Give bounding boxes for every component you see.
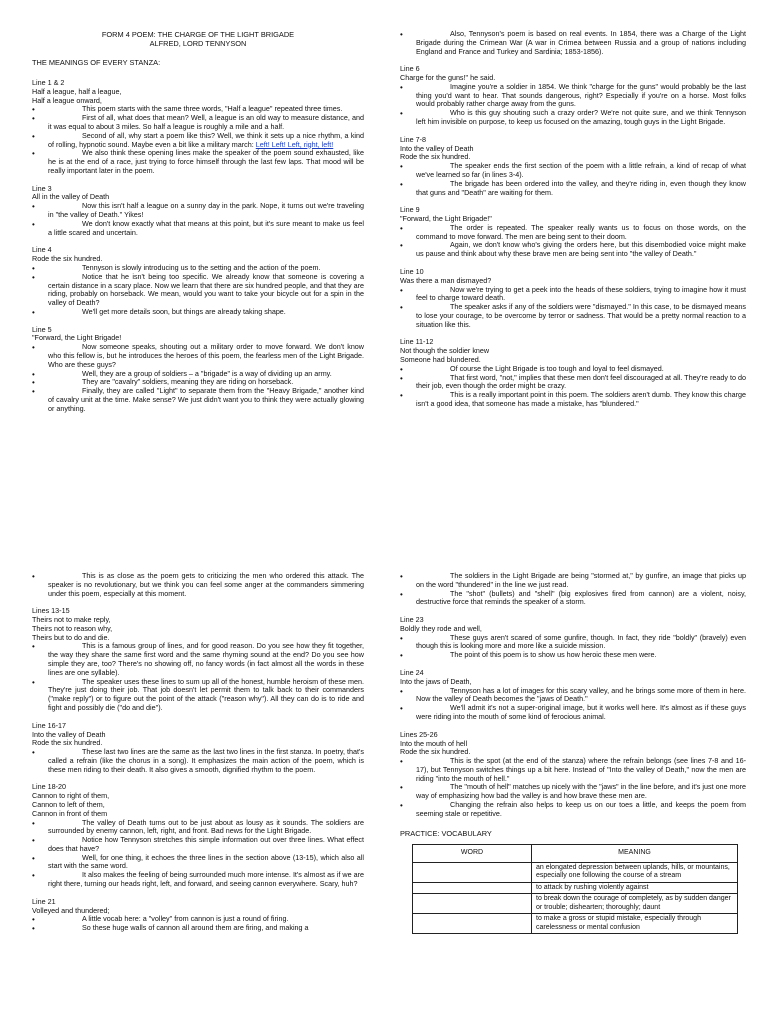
- bullet-list: [400, 634, 746, 660]
- poem-line: Rode the six hundred.: [400, 747, 471, 757]
- line-heading: Line 7-8: [400, 134, 426, 144]
- bullet-text: Who is this guy shouting such a crazy order? We're not quite sure, and we think Tennyson left him invisible on purpose, to keep us focused on the amazing, tough guys in the Light Brigade.: [416, 108, 746, 127]
- poem-line: Into the valley of Death: [400, 143, 474, 153]
- document-title: FORM 4 POEM: THE CHARGE OF THE LIGHT BRIGADE: [101, 30, 295, 39]
- line-heading: Line 5: [32, 324, 52, 334]
- section-heading: THE MEANINGS OF EVERY STANZA:: [32, 58, 161, 68]
- bullet-item: [32, 308, 364, 317]
- bullet-item: [32, 748, 364, 774]
- table-row: [413, 862, 738, 882]
- bullet-text: The speaker uses these lines to sum up all of the honest, humble heroism of these men. They're just doing their job. That job doesn't let permit them to talk back to their commanders ("make reply") or to figure out the point of the attack ("reason why"). All they can do is to ride and fight and possibly die ("do and die").: [48, 676, 364, 712]
- table-header-row: [413, 844, 738, 862]
- poem-line: Into the valley of Death: [32, 729, 106, 739]
- stanza-section: [32, 898, 364, 933]
- document-author: ALFRED, LORD TENNYSON: [149, 39, 247, 49]
- bullet-list: [32, 264, 364, 317]
- word-cell: [413, 882, 532, 894]
- column-header-meaning: MEANING: [532, 844, 738, 862]
- poem-line: Not though the soldier knew: [400, 346, 490, 356]
- stanza-section: [32, 79, 364, 176]
- bullet-item: [32, 678, 364, 713]
- bullet-list: [400, 687, 746, 722]
- poem-line: Theirs but to do and die.: [32, 632, 110, 642]
- page-quadrant-4: [384, 512, 768, 1024]
- bullet-list: [32, 748, 364, 774]
- page-quadrant-2: [384, 0, 768, 512]
- poem-line: Boldly they rode and well,: [400, 623, 482, 633]
- stanza-list: [32, 79, 364, 413]
- poem-line: Theirs not to make reply,: [32, 615, 111, 625]
- bullet-item: [400, 687, 746, 705]
- bullet-text: The order is repeated. The speaker really wants us to focus on those words, on the command to move forward. The men are being sent to their doom.: [416, 222, 746, 241]
- bullet-list: [32, 819, 364, 889]
- bullet-item: [400, 30, 746, 56]
- bullet-item: [32, 114, 364, 132]
- stanza-section: [400, 669, 746, 722]
- stanza-section: [400, 572, 746, 607]
- bullet-item: [400, 757, 746, 783]
- poem-line: Rode the six hundred.: [32, 254, 103, 264]
- bullet-text: They are "cavalry" soldiers, meaning they are riding on horseback.: [82, 377, 294, 387]
- bullet-text: Again, we don't know who's giving the orders here, but this disembodied voice might make us pause and think about why these brave men are being sent into "the valley of Death.": [416, 240, 746, 259]
- poem-line: Rode the six hundred.: [400, 152, 471, 162]
- bullet-item: [32, 202, 364, 220]
- bullet-list: [400, 365, 746, 409]
- bullet-item: [400, 634, 746, 652]
- bullet-item: [400, 374, 746, 392]
- bullet-item: [32, 924, 364, 933]
- bullet-text: So these huge walls of cannon all around them are firing, and making a: [82, 923, 309, 933]
- stanza-list: [400, 30, 746, 409]
- bullet-item: [400, 162, 746, 180]
- bullet-list: [32, 105, 364, 175]
- bullet-text: Now this isn't half a league on a sunny day in the park. Nope, it turns out we're traveling in "the valley of Death." Yikes!: [48, 201, 364, 220]
- stanza-section: [32, 607, 364, 712]
- line-heading: Line 23: [400, 615, 424, 625]
- bullet-list: [32, 915, 364, 933]
- bullet-list: [400, 162, 746, 197]
- bullet-text: We don't know exactly what that means at this point, but it's sure meant to make us feel a little scared and uncertain.: [48, 218, 364, 237]
- stanza-section: [32, 572, 364, 598]
- bullet-list: [400, 83, 746, 127]
- bullet-item: [400, 801, 746, 819]
- bullet-text: Tennyson has a lot of images for this scary valley, and he brings some more of them in here. Now the valley of Death becomes the "jaws of Death.": [416, 685, 746, 704]
- stanza-section: [32, 246, 364, 316]
- line-heading: Line 21: [32, 896, 56, 906]
- line-heading: Line 24: [400, 668, 424, 678]
- line-heading: Line 18-20: [32, 782, 66, 792]
- table-row: [413, 894, 738, 914]
- bullet-list: [400, 286, 746, 330]
- meaning-cell: to make a gross or stupid mistake, especially through carelessness or mental confusion: [532, 914, 738, 934]
- bullet-text: Now someone speaks, shouting out a military order to move forward. We don't know who this fellow is, but he introduces the heroes of this poem, the fearless men of the Light Brigade. Who are these guys?: [48, 342, 364, 369]
- meaning-cell: to break down the courage of completely, as by sudden danger or trouble; dishearten; thoroughly; daunt: [532, 894, 738, 914]
- line-heading: Line 6: [400, 64, 420, 74]
- bullet-text: It also makes the feeling of being surrounded much more intense. It's almost as if we are right there, turning our heads right, left, and forward, and seeing cannon everywhere. Scary, huh?: [48, 870, 364, 888]
- bullet-text: The point of this poem is to show us how heroic these men were.: [450, 650, 657, 660]
- bullet-text: A little vocab here: a "volley" from cannon is just a round of firing.: [82, 914, 289, 924]
- page-quadrant-1: [0, 0, 384, 512]
- bullet-item: [32, 387, 364, 413]
- table-row: [413, 914, 738, 934]
- poem-line: Rode the six hundred.: [32, 738, 103, 748]
- bullet-text: That first word, "not," implies that these men don't feel discouraged at all. They're ready to do their job, even though the order might be crazy.: [416, 372, 746, 391]
- poem-line: Cannon to left of them,: [32, 799, 105, 809]
- bullet-text: Second of all, why start a poem like this? Well, we think it sets up a nice rhythm, a kind of rolling, hypnotic sound. Maybe even a bit like a military march:: [48, 130, 364, 149]
- stanza-section: [32, 185, 364, 238]
- line-heading: Line 9: [400, 205, 420, 215]
- poem-line: "Forward, the Light Brigade!: [32, 333, 122, 343]
- bullet-item: [400, 783, 746, 801]
- bullet-item: [400, 109, 746, 127]
- line-heading: Line 3: [32, 183, 52, 193]
- word-cell: [413, 862, 532, 882]
- line-heading: Line 4: [32, 245, 52, 255]
- stanza-section: [400, 338, 746, 408]
- poem-line: Half a league onward,: [32, 95, 102, 105]
- bullet-list: [400, 757, 746, 818]
- meaning-cell: an elongated depression between uplands, hills, or mountains, especially one following the course of a stream: [532, 862, 738, 882]
- bullet-text: The "shot" (bullets) and "shell" (big explosives fired from cannon) are a violent, noisy, destructive force that reminds the speaker of a storm.: [416, 588, 746, 607]
- stanza-section: [32, 326, 364, 414]
- bullet-list: [32, 343, 364, 413]
- bullet-text: Notice how Tennyson stretches this simple information out over three lines. What effect does that have?: [48, 835, 364, 853]
- bullet-item: [400, 303, 746, 329]
- word-cell: [413, 914, 532, 934]
- poem-line: Was there a man dismayed?: [400, 275, 492, 285]
- stanza-section: [32, 722, 364, 775]
- bullet-text: Now we're trying to get a peek into the heads of these soldiers, trying to imagine how it must feel to charge toward death.: [416, 284, 746, 303]
- bullet-text: The brigade has been ordered into the valley, and they're riding in, even though they know that guns and "Death" are waiting for them.: [416, 178, 746, 197]
- bullet-text: Imagine you're a soldier in 1854. We think "charge for the guns" would probably be the last thing you'd want to hear. That sounds dangerous, right? Especially if you're on a horse. Most folks would probably rather charge away from the guns.: [416, 81, 746, 109]
- bullet-text: We also think these opening lines make the speaker of the poem sound exhausted, like he is at the end of a race, just trying to force himself through the last few laps. That mood will be really important later in the poem.: [48, 148, 364, 175]
- poem-line: Half a league, half a league,: [32, 86, 122, 96]
- meaning-cell: to attack by rushing violently against: [532, 882, 738, 894]
- bullet-item: [400, 391, 746, 409]
- column-header-word: WORD: [413, 844, 532, 862]
- poem-line: Cannon to right of them,: [32, 791, 110, 801]
- bullet-item: [32, 343, 364, 369]
- bullet-list: [32, 572, 364, 598]
- bullet-text: This is as close as the poem gets to criticizing the men who ordered this attack. The speaker is no revolutionary, but we think you can feel some anger at the commanders simmering under this poem, especially at this moment.: [48, 571, 364, 598]
- line-heading: Line 11-12: [400, 337, 434, 347]
- bullet-text: Also, Tennyson's poem is based on real events. In 1854, there was a Charge of the Light Brigade during the Crimean War (A war in Crimea between Russia and a group of nations including England and France and Turkey and Sardinia; 1853-1856).: [416, 29, 746, 56]
- bullet-item: [400, 704, 746, 722]
- poem-line: Someone had blundered.: [400, 355, 481, 364]
- vocabulary-table: [412, 844, 738, 935]
- bullet-item: [32, 273, 364, 308]
- bullet-item: [32, 132, 364, 150]
- bullet-item: [32, 819, 364, 837]
- bullet-item: [400, 286, 746, 304]
- bullet-text: Notice that he isn't being too specific. We already know that someone is covering a certain distance in a scary place. Now we learn that there are six hundred people, and that they are riding, probably on horseback. We mean, would you want to take your bicycle out for a spin in the valley of Death?: [48, 271, 364, 308]
- page-quadrant-3: [0, 512, 384, 1024]
- bullet-text: We'll admit it's not a super-original image, but it works well here. It's almost as if these guys were riding into the mouth of some kind of ferocious animal.: [416, 703, 746, 721]
- bullet-text: First of all, what does that mean? Well, a league is an old way to measure distance, and it was equal to about 3 miles. So half a league is roughly a mile and a half.: [48, 113, 364, 131]
- bullet-text: This poem starts with the same three words, "Half a league" repeated three times.: [82, 104, 343, 114]
- practice-heading: PRACTICE: VOCABULARY: [400, 828, 492, 838]
- bullet-text: Finally, they are called "Light" to separate them from the "Heavy Brigade," another kind of cavalry unit at the time. Make sense? We just didn't want you to think they were actually glowing or anything.: [48, 386, 364, 413]
- bullet-item: [32, 871, 364, 889]
- bullet-item: [400, 224, 746, 242]
- march-link[interactable]: Left! Left! Left, right, left!: [255, 139, 334, 149]
- poem-line: Into the jaws of Death,: [400, 676, 472, 686]
- bullet-item: [400, 241, 746, 259]
- bullet-text: This is the spot (at the end of the stanza) where the refrain belongs (see lines 7-8 and 16-17), but Tennyson switches things up a bit here. Instead of "Into the valley of Death," now the men are riding "into the mouth of hell.": [416, 756, 746, 783]
- table-row: [413, 882, 738, 894]
- line-heading: Line 16-17: [32, 720, 66, 730]
- stanza-section: [400, 616, 746, 660]
- bullet-text: Well, they are a group of soldiers – a "brigade" is a way of dividing up an army.: [82, 368, 332, 378]
- bullet-text: The speaker ends the first section of the poem with a little refrain, a kind of recap of what we've learned so far (in lines 3-4).: [416, 161, 746, 179]
- bullet-text: This is a really important point in this poem. The soldiers aren't dumb. They know this charge isn't a good idea, that someone has made a mistake, has "blundered.": [416, 390, 746, 408]
- bullet-list: [400, 224, 746, 259]
- bullet-item: [32, 854, 364, 872]
- bullet-text: The valley of Death turns out to be just about as lousy as it sounds. The soldiers are surrounded by enemy cannon, left, right, and front. Bad news for the Light Brigade.: [48, 817, 364, 836]
- stanza-section: [400, 30, 746, 56]
- vocabulary-rows: [413, 862, 738, 934]
- bullet-item: [400, 83, 746, 109]
- stanza-section: [400, 136, 746, 197]
- bullet-item: [32, 836, 364, 854]
- stanza-section: [400, 206, 746, 259]
- bullet-text: The "mouth of hell" matches up nicely with the "jaws" in the line before, and it's just one more way of emphasizing how bad the valley is and how brave these men are.: [416, 782, 746, 801]
- stanza-list: [400, 572, 746, 819]
- line-heading: Lines 13-15: [32, 606, 70, 616]
- bullet-text: Changing the refrain also helps to keep us on our toes a little, and keeps the poem from seeming stale or repetitive.: [416, 799, 746, 818]
- bullet-text: These guys aren't scared of some gunfire, though. In fact, they ride "boldly" (bravely) even though this is looking more and more like a suicide mission.: [416, 632, 746, 651]
- stanza-list: [32, 572, 364, 933]
- bullet-list: [32, 642, 364, 712]
- bullet-text: Of course the Light Brigade is too tough and loyal to feel dismayed.: [450, 363, 664, 373]
- stanza-section: [400, 65, 746, 126]
- line-heading: Line 10: [400, 266, 424, 276]
- bullet-text: Tennyson is slowly introducing us to the setting and the action of the poem.: [82, 262, 321, 272]
- poem-line: Theirs not to reason why,: [32, 623, 113, 633]
- poem-line: "Forward, the Light Brigade!": [400, 214, 492, 224]
- poem-line: Cannon in front of them: [32, 808, 108, 818]
- bullet-item: [400, 651, 746, 660]
- bullet-item: [32, 220, 364, 238]
- bullet-item: [400, 180, 746, 198]
- bullet-item: [400, 572, 746, 590]
- bullet-text: Well, for one thing, it echoes the three lines in the section above (13-15), which also all start with the same word.: [48, 852, 364, 871]
- bullet-text: The speaker asks if any of the soldiers were "dismayed." In this case, to be dismayed means to lose your courage, to be overcome by terror or sadness. That would be a pretty normal reaction to a situation like this.: [416, 302, 746, 329]
- poem-line: Into the mouth of hell: [400, 738, 468, 748]
- bullet-item: [32, 149, 364, 175]
- poem-line: Charge for the guns!" he said.: [400, 73, 496, 83]
- stanza-section: [400, 731, 746, 819]
- bullet-list: [400, 30, 746, 56]
- bullet-item: [400, 590, 746, 608]
- stanza-section: [32, 783, 364, 888]
- poem-line: All in the valley of Death: [32, 192, 110, 202]
- bullet-list: [400, 572, 746, 607]
- bullet-text: This is a famous group of lines, and for good reason. Do you see how they fit together, the way they share the same first word and the same rhyming sound at the end? Do you see how simple they are, too? There's no showing off, no fancy words (in fact almost all the words in these lines are one syllable).: [48, 641, 364, 677]
- bullet-text: We'll get more details soon, but things are already taking shape.: [82, 306, 286, 316]
- line-heading: Line 1 & 2: [32, 78, 65, 88]
- bullet-text: These last two lines are the same as the last two lines in the first stanza. In poetry, that's called a refrain (like the chorus in a song). It emphasizes the main action of the poem, which is these men riding to their death. It also gives a smooth, dignified rhythm to the poem.: [48, 747, 364, 774]
- line-heading: Lines 25-26: [400, 729, 438, 739]
- bullet-list: [32, 202, 364, 237]
- bullet-item: [32, 572, 364, 598]
- bullet-text: The soldiers in the Light Brigade are being "stormed at," by gunfire, an image that picks up on the word "thundered" in the line we just read.: [416, 571, 746, 589]
- poem-line: Volleyed and thundered;: [32, 905, 110, 915]
- stanza-section: [400, 268, 746, 329]
- bullet-item: [32, 642, 364, 677]
- word-cell: [413, 894, 532, 914]
